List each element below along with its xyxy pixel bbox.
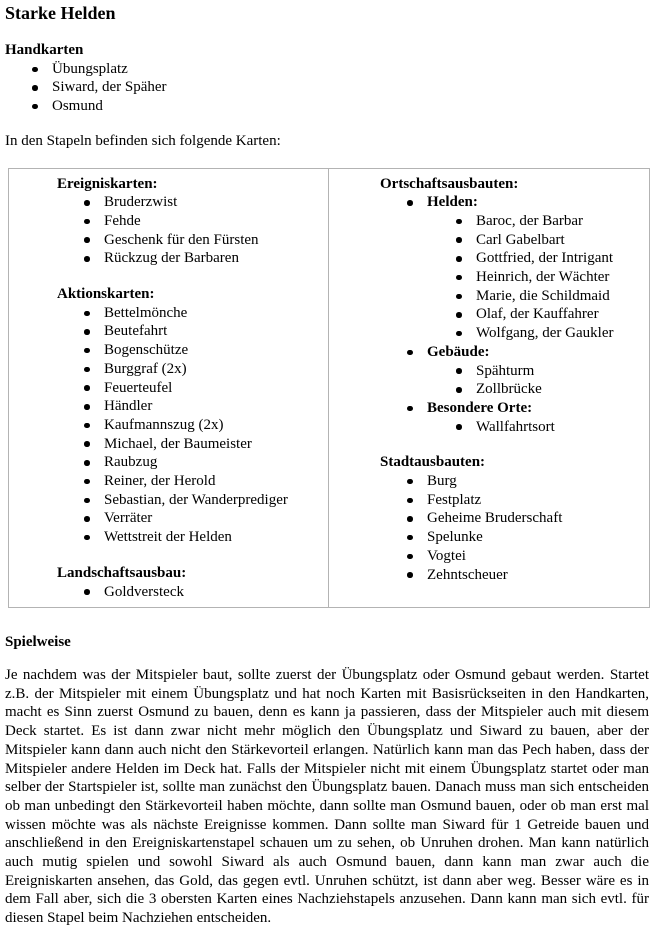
list-item: Osmund <box>5 97 649 116</box>
list-item: Kaufmannszug (2x) <box>57 416 322 435</box>
handkarten-list <box>5 60 649 116</box>
table-left-column <box>9 169 328 608</box>
list-item: Wallfahrtsort <box>427 418 643 437</box>
table-right-column <box>328 169 649 608</box>
ortschaftsausbauten-heading: Ortschaftsausbauten: <box>380 175 519 192</box>
list-item: Goldversteck <box>57 583 322 602</box>
stadtausbauten-list <box>380 472 643 584</box>
stadtausbauten-section <box>380 453 643 584</box>
list-item: Gottfried, der Intrigant <box>427 249 643 268</box>
group-label: Gebäude: <box>427 343 490 360</box>
ereigniskarten-section <box>57 175 322 269</box>
list-item: Raubzug <box>57 453 322 472</box>
landschaftsausbau-heading: Landschaftsausbau: <box>57 564 187 581</box>
handkarten-heading: Handkarten <box>5 42 84 58</box>
list-item: Burggraf (2x) <box>57 360 322 379</box>
list-item: Bogenschütze <box>57 341 322 360</box>
list-item: Geschenk für den Fürsten <box>57 231 322 250</box>
card-stacks-table <box>8 168 650 609</box>
list-item: Bruderzwist <box>57 193 322 212</box>
list-item: Fehde <box>57 212 322 231</box>
besondere-orte-list <box>427 418 643 437</box>
landschaftsausbau-section <box>57 564 322 601</box>
list-item: Übungsplatz <box>5 60 649 79</box>
aktionskarten-heading: Aktionskarten: <box>57 286 155 303</box>
list-item: Spelunke <box>380 528 643 547</box>
list-item: Spähturm <box>427 362 643 381</box>
list-item: Wettstreit der Helden <box>57 528 322 547</box>
stadtausbauten-heading: Stadtausbauten: <box>380 454 486 471</box>
list-item: Rückzug der Barbaren <box>57 249 322 268</box>
list-item: Reiner, der Herold <box>57 472 322 491</box>
list-item: Siward, der Späher <box>5 78 649 97</box>
group-label: Helden: <box>427 194 478 211</box>
ereigniskarten-heading: Ereigniskarten: <box>57 175 158 192</box>
list-item: Vogtei <box>380 547 643 566</box>
list-item: Beutefahrt <box>57 322 322 341</box>
list-item: Burg <box>380 472 643 491</box>
list-item: Zehntscheuer <box>380 566 643 585</box>
aktionskarten-section <box>57 285 322 547</box>
list-item: Baroc, der Barbar <box>427 212 643 231</box>
list-group-helden <box>380 193 643 343</box>
list-item: Wolfgang, der Gaukler <box>427 324 643 343</box>
list-item: Carl Gabelbart <box>427 231 643 250</box>
helden-list <box>427 212 643 343</box>
spielweise-heading: Spielweise <box>5 634 71 651</box>
list-item: Michael, der Baumeister <box>57 435 322 454</box>
list-group-gebaeude <box>380 343 643 399</box>
group-label: Besondere Orte: <box>427 399 533 416</box>
landschaftsausbau-list <box>57 583 322 602</box>
page-title: Starke Helden <box>5 3 116 23</box>
list-item: Festplatz <box>380 491 643 510</box>
ereigniskarten-list <box>57 193 322 268</box>
ortschaftsausbauten-section <box>380 175 643 437</box>
list-item: Geheime Bruderschaft <box>380 509 643 528</box>
list-item: Feuerteufel <box>57 379 322 398</box>
list-item: Olaf, der Kauffahrer <box>427 305 643 324</box>
list-item: Heinrich, der Wächter <box>427 268 643 287</box>
list-item: Sebastian, der Wanderprediger <box>57 491 322 510</box>
list-item: Marie, die Schildmaid <box>427 287 643 306</box>
list-item: Verräter <box>57 509 322 528</box>
aktionskarten-list <box>57 304 322 547</box>
list-item: Zollbrücke <box>427 380 643 399</box>
list-group-besondere-orte <box>380 399 643 436</box>
gebaeude-list <box>427 362 643 399</box>
list-item: Händler <box>57 397 322 416</box>
spielweise-paragraph: Je nachdem was der Mitspieler baut, sollte zuerst der Übungsplatz oder Osmund gebaut werden. Startet z.B. der Mitspieler mit einem Übungsplatz und hat noch Karten mit Basisrückseiten in den Handkarten, macht es Sinn zuerst Osmund zu bauen, denn es kann ja passieren, dass der Mitspieler auch mit diesem Deck startet. Es ist dann zwar nicht mehr möglich den Übungsplatz und Siward zu bauen, aber der Mitspieler kann dann auch nicht den Stärkevorteil erlangen. Natürlich kann man das Pech haben, dass der Mitspieler andere Helden im Deck hat. Falls der Mitspieler nicht mit einem Übungsplatz startet oder man selber der Startspieler ist, sollte man zunächst den Übungsplatz bauen. Danach muss man sich entscheiden ob man unbedingt den Stärkevorteil haben möchte, dann sollte man Osmund bauen, oder ob man erst mal wissen möchte was als nächste Ereignisse kommen. Dann sollte man Siward für 1 Getreide bauen und anschließend in den Ereigniskartenstapel schauen um zu sehen, ob Unruhen drohen. Man kann natürlich auch mutig spielen und sowohl Siward als auch Osmund bauen, dann kann man zwar auch die Ereigniskarten ansehen, das Gold, das gegen evtl. Unruhen schützt, ist dann aber weg. Besser wäre es in dem Fall aber, sich die 3 obersten Karten eines Nachziehstapels anzusehen. Dann kann man sich evtl. für diesen Stapel beim Nachziehen entscheiden. <box>5 666 649 927</box>
list-item: Bettelmönche <box>57 304 322 323</box>
ortschaftsausbauten-list <box>380 193 643 436</box>
intro-text: In den Stapeln befinden sich folgende Karten: <box>5 132 281 149</box>
